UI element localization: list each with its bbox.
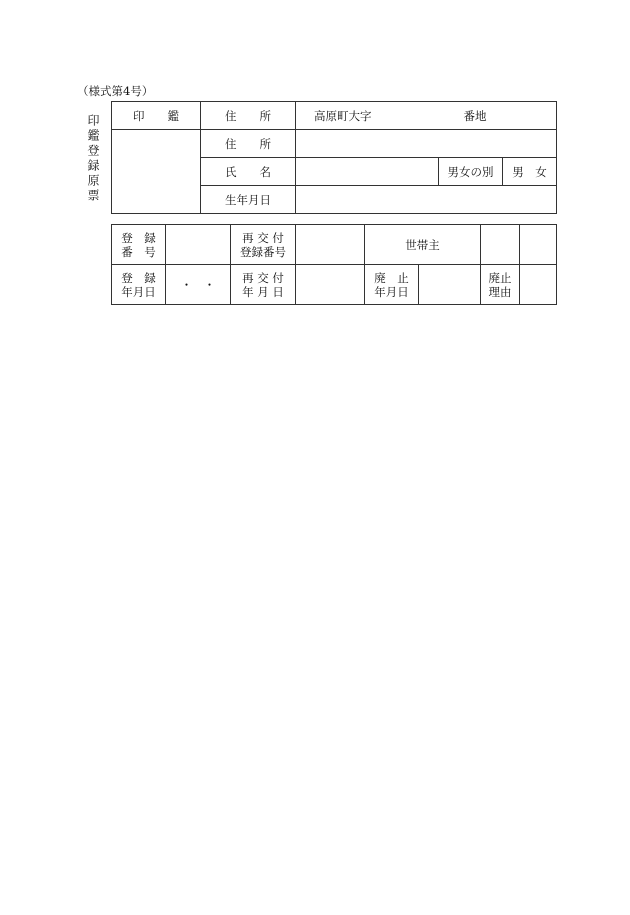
household-head-input[interactable] (481, 225, 520, 265)
reissue-date-input[interactable] (296, 265, 365, 305)
reissue-number-label: 再 交 付 登録番号 (231, 225, 296, 265)
seal-impression-box[interactable] (112, 130, 201, 214)
form-title: 印鑑登録原票 (86, 114, 100, 204)
dob-label: 生年月日 (201, 186, 296, 214)
table-row (112, 102, 557, 130)
address-value-cell[interactable] (296, 102, 557, 130)
sex-label: 男女の別 (439, 158, 503, 186)
abolish-date-input[interactable] (419, 265, 481, 305)
abolish-reason-label: 廃止 理由 (481, 265, 520, 305)
table-row (112, 130, 557, 158)
table-row (112, 265, 557, 305)
registration-lower-table (111, 224, 557, 305)
abolish-date-label: 廃 止 年月日 (365, 265, 419, 305)
reg-date-label: 登 録 年月日 (112, 265, 166, 305)
household-head-label: 世帯主 (365, 225, 481, 265)
form-number-label: （様式第4号） (77, 84, 154, 98)
address-label: 住 所 (201, 102, 296, 130)
address-input-cell[interactable] (296, 130, 557, 158)
reissue-number-input[interactable] (296, 225, 365, 265)
sex-options[interactable]: 男 女 (503, 158, 557, 186)
name-label: 氏 名 (201, 158, 296, 186)
table-row (112, 225, 557, 265)
seal-header: 印 鑑 (112, 102, 201, 130)
banchi-label: 番地 (463, 108, 487, 123)
reg-number-input[interactable] (166, 225, 231, 265)
reg-number-label: 登 録 番 号 (112, 225, 166, 265)
reissue-date-label: 再 交 付 年 月 日 (231, 265, 296, 305)
dob-input-cell[interactable] (296, 186, 557, 214)
reg-date-input[interactable]: ・ ・ (166, 265, 231, 305)
address-prefix: 高原町大字 (314, 108, 372, 123)
abolish-reason-input[interactable] (520, 265, 557, 305)
household-head-extra[interactable] (520, 225, 557, 265)
registration-upper-table (111, 101, 557, 214)
address-label-2: 住 所 (201, 130, 296, 158)
name-input-cell[interactable] (296, 158, 439, 186)
